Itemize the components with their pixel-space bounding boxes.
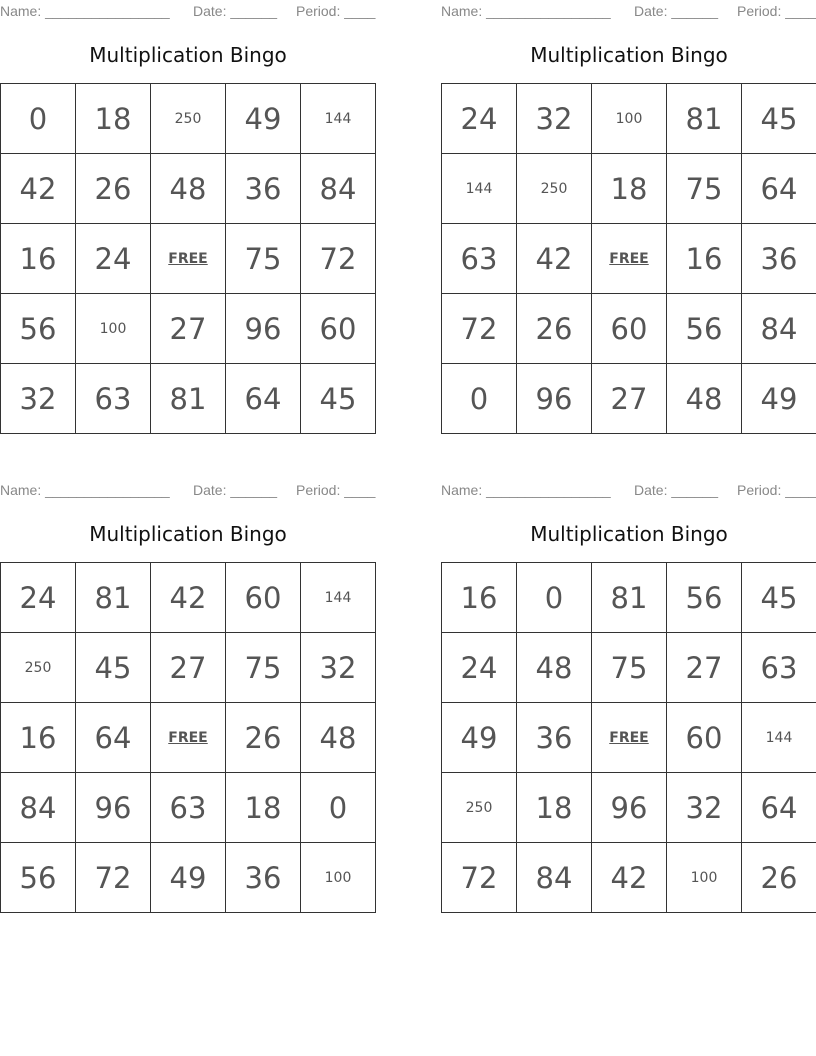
date-field: Date: ______ [193, 482, 278, 498]
bingo-cell: 48 [667, 364, 742, 434]
bingo-cell: 64 [76, 703, 151, 773]
bingo-cell: 32 [1, 364, 76, 434]
bingo-cell: 60 [226, 563, 301, 633]
bingo-cell: 96 [592, 773, 667, 843]
bingo-row [442, 294, 816, 364]
bingo-row [1, 703, 376, 773]
date-field: Date: ______ [634, 482, 719, 498]
bingo-cell: 60 [667, 703, 742, 773]
card-title: Multiplication Bingo [530, 522, 728, 546]
bingo-row [442, 84, 816, 154]
bingo-cell: 49 [742, 364, 816, 434]
bingo-cell: 48 [151, 154, 226, 224]
bingo-cell: 75 [592, 633, 667, 703]
bingo-cell: 24 [442, 84, 517, 154]
bingo-cell: 32 [517, 84, 592, 154]
bingo-row [1, 154, 376, 224]
bingo-cell: 100 [301, 843, 376, 913]
bingo-cell: 81 [151, 364, 226, 434]
bingo-cell: 42 [592, 843, 667, 913]
bingo-row [1, 224, 376, 294]
bingo-cell: 144 [301, 563, 376, 633]
bingo-cell: 42 [517, 224, 592, 294]
bingo-card-1 [0, 0, 376, 440]
bingo-card-4 [441, 479, 816, 919]
bingo-cell: 81 [76, 563, 151, 633]
bingo-cell: 64 [742, 154, 816, 224]
bingo-cell: 63 [151, 773, 226, 843]
bingo-cell: 63 [442, 224, 517, 294]
bingo-cell: 27 [151, 633, 226, 703]
bingo-row [1, 843, 376, 913]
bingo-cell: 72 [301, 224, 376, 294]
bingo-row [442, 563, 816, 633]
bingo-grid [441, 83, 816, 434]
date-field: Date: ______ [193, 3, 278, 19]
free-space-cell: FREE [592, 224, 667, 294]
bingo-row [442, 773, 816, 843]
period-field: Period: ____ [737, 482, 816, 498]
bingo-row [442, 633, 816, 703]
bingo-cell: 16 [442, 563, 517, 633]
bingo-cell: 16 [667, 224, 742, 294]
bingo-cell: 26 [226, 703, 301, 773]
bingo-row [442, 154, 816, 224]
bingo-row [442, 703, 816, 773]
bingo-cell: 36 [226, 154, 301, 224]
name-field: Name: ________________ [0, 482, 170, 498]
bingo-cell: 144 [442, 154, 517, 224]
bingo-cell: 75 [226, 224, 301, 294]
bingo-cell: 27 [151, 294, 226, 364]
bingo-cell: 250 [151, 84, 226, 154]
bingo-cell: 27 [667, 633, 742, 703]
bingo-cell: 36 [226, 843, 301, 913]
bingo-cell: 18 [592, 154, 667, 224]
name-field: Name: ________________ [441, 3, 611, 19]
bingo-cell: 81 [592, 563, 667, 633]
student-info-row [0, 3, 376, 19]
bingo-row [1, 84, 376, 154]
bingo-cell: 72 [76, 843, 151, 913]
bingo-cell: 24 [442, 633, 517, 703]
bingo-cell: 100 [76, 294, 151, 364]
free-space-cell: FREE [151, 224, 226, 294]
bingo-cell: 60 [301, 294, 376, 364]
card-title: Multiplication Bingo [89, 43, 287, 67]
bingo-cell: 250 [517, 154, 592, 224]
name-field: Name: ________________ [441, 482, 611, 498]
bingo-cell: 36 [517, 703, 592, 773]
bingo-cell: 24 [1, 563, 76, 633]
bingo-cell: 32 [301, 633, 376, 703]
bingo-cell: 250 [442, 773, 517, 843]
bingo-cell: 64 [226, 364, 301, 434]
bingo-cell: 84 [742, 294, 816, 364]
bingo-cell: 16 [1, 224, 76, 294]
bingo-cell: 45 [742, 84, 816, 154]
bingo-cell: 56 [667, 294, 742, 364]
bingo-cell: 18 [76, 84, 151, 154]
bingo-cell: 64 [742, 773, 816, 843]
student-info-row [441, 3, 816, 19]
bingo-cell: 45 [301, 364, 376, 434]
bingo-cell: 45 [76, 633, 151, 703]
bingo-cell: 63 [76, 364, 151, 434]
bingo-grid [0, 83, 376, 434]
bingo-cell: 48 [517, 633, 592, 703]
bingo-cell: 42 [151, 563, 226, 633]
student-info-row [0, 482, 376, 498]
bingo-cell: 26 [742, 843, 816, 913]
bingo-cell: 27 [592, 364, 667, 434]
period-field: Period: ____ [296, 482, 376, 498]
bingo-cell: 45 [742, 563, 816, 633]
bingo-cell: 18 [517, 773, 592, 843]
bingo-cell: 32 [667, 773, 742, 843]
bingo-grid [0, 562, 376, 913]
bingo-cell: 36 [742, 224, 816, 294]
student-info-row [441, 482, 816, 498]
bingo-cell: 0 [301, 773, 376, 843]
bingo-cell: 84 [1, 773, 76, 843]
bingo-cell: 0 [1, 84, 76, 154]
bingo-cell: 144 [301, 84, 376, 154]
bingo-cell: 75 [667, 154, 742, 224]
period-field: Period: ____ [737, 3, 816, 19]
bingo-cell: 18 [226, 773, 301, 843]
bingo-cell: 56 [667, 563, 742, 633]
bingo-cell: 75 [226, 633, 301, 703]
bingo-cell: 26 [76, 154, 151, 224]
bingo-cell: 63 [742, 633, 816, 703]
bingo-row [442, 843, 816, 913]
bingo-row [1, 773, 376, 843]
bingo-row [1, 563, 376, 633]
card-title: Multiplication Bingo [89, 522, 287, 546]
bingo-cell: 48 [301, 703, 376, 773]
bingo-cell: 72 [442, 294, 517, 364]
bingo-cell: 81 [667, 84, 742, 154]
bingo-card-3 [0, 479, 376, 919]
bingo-cell: 96 [76, 773, 151, 843]
bingo-cell: 100 [667, 843, 742, 913]
bingo-cell: 49 [442, 703, 517, 773]
bingo-grid [441, 562, 816, 913]
bingo-cell: 49 [151, 843, 226, 913]
bingo-cell: 96 [517, 364, 592, 434]
free-space-cell: FREE [592, 703, 667, 773]
bingo-cell: 42 [1, 154, 76, 224]
bingo-cell: 0 [517, 563, 592, 633]
bingo-cell: 56 [1, 843, 76, 913]
bingo-cell: 84 [517, 843, 592, 913]
bingo-cell: 49 [226, 84, 301, 154]
bingo-cell: 56 [1, 294, 76, 364]
period-field: Period: ____ [296, 3, 376, 19]
bingo-cell: 96 [226, 294, 301, 364]
bingo-cell: 60 [592, 294, 667, 364]
bingo-row [1, 633, 376, 703]
bingo-row [1, 294, 376, 364]
bingo-row [442, 224, 816, 294]
bingo-cell: 24 [76, 224, 151, 294]
date-field: Date: ______ [634, 3, 719, 19]
bingo-cell: 144 [742, 703, 816, 773]
bingo-cell: 16 [1, 703, 76, 773]
bingo-cell: 100 [592, 84, 667, 154]
card-title: Multiplication Bingo [530, 43, 728, 67]
bingo-row [442, 364, 816, 434]
bingo-row [1, 364, 376, 434]
bingo-cell: 26 [517, 294, 592, 364]
bingo-cell: 250 [1, 633, 76, 703]
bingo-cell: 0 [442, 364, 517, 434]
bingo-cell: 72 [442, 843, 517, 913]
bingo-cell: 84 [301, 154, 376, 224]
name-field: Name: ________________ [0, 3, 170, 19]
free-space-cell: FREE [151, 703, 226, 773]
bingo-card-2 [441, 0, 816, 440]
